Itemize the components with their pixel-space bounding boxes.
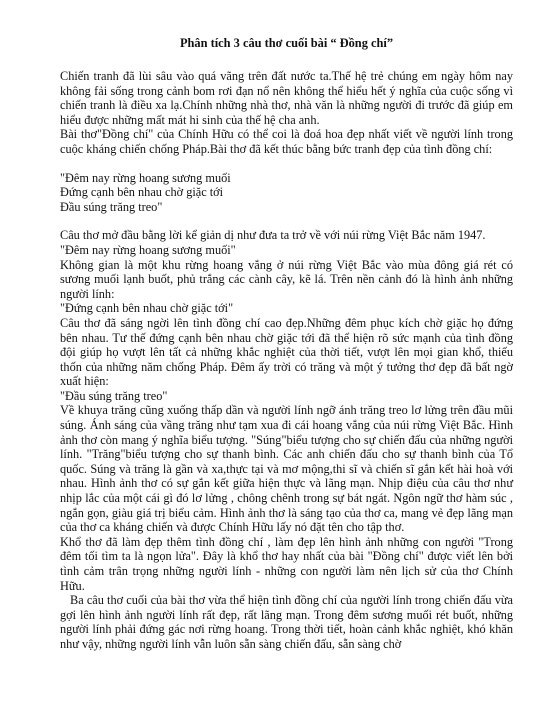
analysis-paragraph-1: Câu thơ mở đầu bằng lời kể giản dị như đưa ta trở về với núi rừng Việt Bắc năm 1947.: [60, 228, 486, 243]
analysis-paragraph-5: Khổ thơ đã làm đẹp thêm tình đồng chí , làm đẹp lên hình ảnh những con người "Trong đêm tối tìm ta là ngọn lửa". Đây là khổ thơ hay nhất của bài "Đồng chí" được viết lên bởi tình cảm trân trọng những người lính - những con người làm nên lịch sử của thơ Chính Hữu.: [60, 534, 513, 593]
poem-excerpt: [60, 171, 513, 215]
analysis-paragraph-4: Về khuya trăng cũng xuống thấp dần và người lính ngỡ ánh trăng treo lơ lửng trên đầu mũi súng. Ánh sáng của vầng trăng như tạm xua đi cái hoang vắng của núi rừng Việt Bắc. Hình ảnh thơ còn mang ý nghĩa biểu tượng. "Súng"biểu tượng cho sự chiến đấu của những người lính. "Trăng"biểu tượng cho sự thanh bình. Các anh chiến đấu cho sự thanh bình của Tổ quốc. Súng và trăng là gần và xa,thực tại và mơ mộng,thi sĩ và chiến sĩ gắn kết hài hoà với nhau. Hình ảnh thơ có sự gắn kết giữa hiện thực và lãng mạn. Nhịp điệu của câu thơ như nhịp lắc của một cái gì đó lơ lửng , chông chênh trong sự bát ngát. Ngôn ngữ thơ hàm súc , ngắn gọn, giàu giá trị biểu cảm. Hình ảnh thơ là sáng tạo của thơ ca, mang vẻ đẹp lãng mạn của thơ ca kháng chiến và được Chính Hữu lấy nó đặt tên cho tập thơ.: [60, 403, 513, 535]
poem-line-1: "Đêm nay rừng hoang sương muối: [60, 170, 231, 185]
analysis-paragraph-2: Không gian là một khu rừng hoang vắng ở núi rừng Việt Bắc vào mùa đông giá rét có sương muối lạnh buốt, phủ trắng các cành cây, kẽ lá. Trên nền cảnh đó là hình ảnh những người lính:: [60, 257, 513, 301]
quoted-line-3: "Đầu súng trăng treo": [60, 388, 168, 403]
poem-line-3: Đầu súng trăng treo": [60, 199, 163, 214]
spacer: [60, 157, 513, 171]
closing-paragraph: Ba câu thơ cuối của bài thơ vừa thể hiện tình đồng chí của người lính trong chiến đấu vừa gợi lên hình ảnh người lính rất đẹp, rất lãng mạn. Trong đêm sương muối rét buốt, những người lính phải đứng gác nơi rừng hoang. Trong thời tiết, hoàn cảnh khắc nghiệt, khó khăn như vậy, những người lính vẫn luôn sẵn sàng chiến đấu, sẵn sàng chờ: [60, 593, 513, 651]
quoted-line-1: "Đêm nay rừng hoang sương muối": [60, 242, 236, 257]
document-title: Phân tích 3 câu thơ cuối bài “ Đồng chí”: [179, 36, 394, 50]
poem-line-2: Đứng cạnh bên nhau chờ giặc tới: [60, 185, 224, 200]
intro-paragraph-2: Bài thơ"Đồng chí" của Chính Hữu có thể coi là đoá hoa đẹp nhất viết về người lính trong cuộc kháng chiến chống Pháp.Bài thơ đã kết thúc bằng bức tranh đẹp của tình đồng chí:: [60, 127, 513, 156]
intro-paragraph-1: Chiến tranh đã lùi sâu vào quá vãng trên đất nước ta.Thế hệ trẻ chúng em ngày hôm nay không fải sống trong cảnh bom rơi đạn nổ nên không thể hiểu hết ý nghĩa của cuộc sống vì chiến tranh là điều xa lạ.Chính những nhà thơ, nhà văn là những người đi trước đã giúp em hiểu được những mất mát hi sinh của thế hệ cha anh.: [60, 69, 513, 127]
spacer: [60, 214, 513, 228]
analysis-paragraph-3: Câu thơ đã sáng ngời lên tình đồng chí cao đẹp.Những đêm phục kích chờ giặc họ đứng bên nhau. Tư thế đứng cạnh bên nhau chờ giặc tới đã thể hiện rõ sức mạnh của tình đồng đội giúp họ vượt lên tất cả những khắc nghiệt của thời tiết, vượt lên mọi gian khổ, thiếu thốn của những năm chống Pháp. Đêm ấy trời có trăng và một ý tưởng thơ đẹp đã bất ngờ xuất hiện:: [60, 315, 513, 389]
quoted-line-2: "Đứng cạnh bên nhau chờ giặc tới": [60, 301, 234, 316]
